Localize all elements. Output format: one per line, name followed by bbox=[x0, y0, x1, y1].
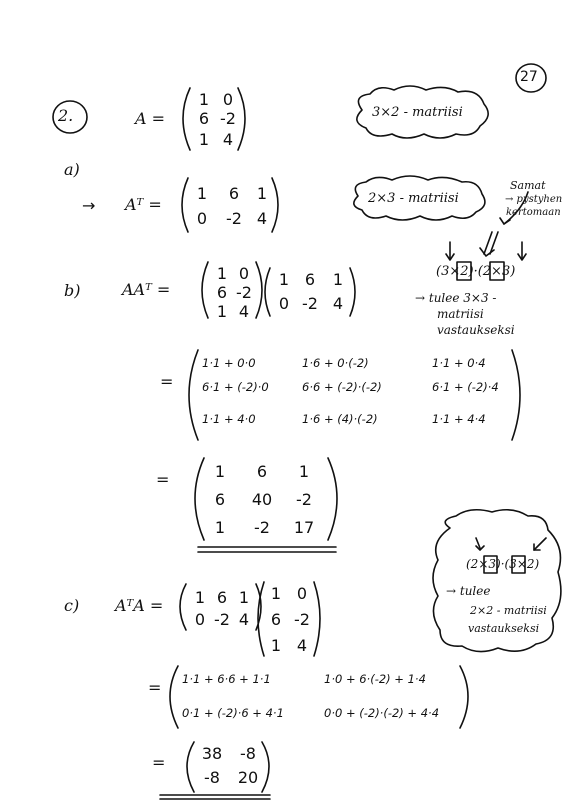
aat-left-cell: 1 bbox=[216, 264, 228, 283]
aat-result-cell: -2 bbox=[296, 490, 312, 509]
aat-right-bracket-a bbox=[256, 262, 262, 318]
matrix-at-label: Aᵀ = bbox=[125, 195, 162, 214]
ata-left-cell: 0 bbox=[194, 610, 206, 629]
aat-result-cell: 6 bbox=[256, 462, 268, 481]
matrix-at-cell: 0 bbox=[196, 209, 208, 228]
ata-right-cell: 1 bbox=[270, 584, 282, 603]
product-ata-label: AᵀA = bbox=[115, 596, 164, 615]
equals-c-expanded: = bbox=[148, 678, 162, 697]
side-note-b-line-2: → pystyhen bbox=[505, 194, 563, 205]
ata-right-cell: 0 bbox=[296, 584, 308, 603]
aat-expanded-cell: 1·1 + 4·4 bbox=[432, 412, 486, 426]
aat-left-cell: -2 bbox=[236, 283, 252, 302]
matrix-a-cell: 0 bbox=[222, 90, 234, 109]
aat-expanded-cell: 1·1 + 4·0 bbox=[202, 412, 256, 426]
result-b-left-bracket bbox=[195, 458, 204, 540]
problem-number: 2. bbox=[58, 106, 74, 125]
ata-left-cell: 1 bbox=[194, 588, 206, 607]
aat-left-bracket-at bbox=[265, 268, 270, 316]
ata-result-cell: -8 bbox=[240, 744, 256, 763]
ata-result-cell: 20 bbox=[237, 768, 259, 787]
matrix-a-right-bracket bbox=[238, 88, 245, 150]
aat-right-cell: 6 bbox=[304, 270, 316, 289]
aat-left-cell: 4 bbox=[238, 302, 250, 321]
result-c-right-bracket bbox=[262, 742, 269, 792]
matrix-at-cell: -2 bbox=[226, 209, 242, 228]
aat-result-cell: 1 bbox=[214, 462, 226, 481]
matrix-a-cell: 6 bbox=[198, 109, 210, 128]
ata-right-cell: 6 bbox=[270, 610, 282, 629]
aat-right-cell: 4 bbox=[332, 294, 344, 313]
product-aat-label: AAᵀ = bbox=[122, 280, 171, 299]
expanded-c-left-bracket bbox=[170, 666, 178, 728]
double-arrow bbox=[484, 232, 498, 254]
matrix-at-left-bracket bbox=[182, 178, 188, 232]
part-b-label: b) bbox=[64, 281, 81, 300]
equals-b-expanded: = bbox=[160, 372, 174, 391]
aat-right-cell: 1 bbox=[278, 270, 290, 289]
page-number: 27 bbox=[520, 69, 538, 85]
matrix-at-right-bracket bbox=[272, 178, 278, 232]
part-a-arrow: → bbox=[82, 196, 96, 215]
aat-result-cell: 17 bbox=[293, 518, 315, 537]
matrix-at-cell: 1 bbox=[256, 184, 268, 203]
note-a-dimensions: 3×2 - matriisi bbox=[372, 105, 463, 120]
side-note-b-dims: (3×2)·(2×3) bbox=[436, 264, 516, 279]
side-note-b-result-3: vastaukseksi bbox=[437, 323, 515, 337]
matrix-a-cell: -2 bbox=[220, 109, 236, 128]
aat-left-cell: 0 bbox=[238, 264, 250, 283]
equals-b-result: = bbox=[156, 470, 170, 489]
matrix-at-cell: 6 bbox=[228, 184, 240, 203]
side-note-c-result-1: → tulee bbox=[446, 584, 491, 598]
ata-left-cell: 1 bbox=[238, 588, 250, 607]
aat-right-bracket-at bbox=[350, 268, 355, 316]
ata-left-cell: -2 bbox=[214, 610, 230, 629]
aat-right-cell: 0 bbox=[278, 294, 290, 313]
ata-expanded-cell: 1·1 + 6·6 + 1·1 bbox=[182, 672, 271, 686]
aat-result-cell: 1 bbox=[298, 462, 310, 481]
ata-result-cell: -8 bbox=[204, 768, 220, 787]
side-note-b-result-2: matriisi bbox=[437, 307, 484, 321]
aat-right-cell: 1 bbox=[332, 270, 344, 289]
aat-left-cell: 6 bbox=[216, 283, 228, 302]
aat-expanded-cell: 6·1 + (-2)·0 bbox=[202, 380, 269, 394]
ata-left-cell: 6 bbox=[216, 588, 228, 607]
expanded-c-right-bracket bbox=[460, 666, 468, 728]
equals-c-result: = bbox=[152, 753, 166, 772]
ata-left-cell: 4 bbox=[238, 610, 250, 629]
side-note-b-result-1: → tulee 3×3 - bbox=[415, 291, 497, 305]
side-note-c-result-3: vastaukseksi bbox=[468, 622, 540, 635]
aat-result-cell: -2 bbox=[254, 518, 270, 537]
matrix-a-cell: 1 bbox=[198, 90, 210, 109]
part-a-label: a) bbox=[64, 160, 80, 179]
side-note-c-result-2: 2×2 - matriisi bbox=[470, 604, 547, 617]
ata-right-cell: 4 bbox=[296, 636, 308, 655]
aat-expanded-cell: 6·1 + (-2)·4 bbox=[432, 380, 499, 394]
ata-expanded-cell: 1·0 + 6·(-2) + 1·4 bbox=[324, 672, 426, 686]
aat-expanded-cell: 1·1 + 0·4 bbox=[432, 356, 486, 370]
expanded-b-right-bracket bbox=[512, 350, 520, 440]
ata-expanded-cell: 0·0 + (-2)·(-2) + 4·4 bbox=[324, 706, 440, 720]
note-at-dimensions: 2×3 - matriisi bbox=[368, 191, 459, 206]
ata-result-cell: 38 bbox=[201, 744, 223, 763]
aat-expanded-cell: 1·1 + 0·0 bbox=[202, 356, 256, 370]
matrix-a-label: A = bbox=[135, 109, 166, 128]
part-c-label: c) bbox=[64, 596, 80, 615]
ata-expanded-cell: 0·1 + (-2)·6 + 4·1 bbox=[182, 706, 284, 720]
aat-result-cell: 40 bbox=[251, 490, 273, 509]
aat-expanded-cell: 1·6 + (4)·(-2) bbox=[302, 412, 378, 426]
aat-expanded-cell: 6·6 + (-2)·(-2) bbox=[302, 380, 382, 394]
ata-left-bracket-at bbox=[180, 584, 186, 630]
arrow-c-right bbox=[534, 538, 546, 550]
matrix-at-cell: 4 bbox=[256, 209, 268, 228]
matrix-at-cell: 1 bbox=[196, 184, 208, 203]
expanded-b-left-bracket bbox=[189, 350, 198, 440]
result-b-right-bracket bbox=[328, 458, 337, 540]
aat-right-cell: -2 bbox=[302, 294, 318, 313]
side-note-b-line-3: kertomaan bbox=[506, 207, 561, 218]
aat-expanded-cell: 1·6 + 0·(-2) bbox=[302, 356, 369, 370]
result-c-left-bracket bbox=[187, 742, 194, 792]
aat-result-cell: 6 bbox=[214, 490, 226, 509]
matrix-a-cell: 1 bbox=[198, 130, 210, 149]
aat-left-bracket-a bbox=[202, 262, 208, 318]
matrix-a-left-bracket bbox=[183, 88, 190, 150]
aat-result-cell: 1 bbox=[214, 518, 226, 537]
side-note-b-line-1: Samat bbox=[510, 179, 546, 192]
aat-left-cell: 1 bbox=[216, 302, 228, 321]
ata-right-cell: -2 bbox=[294, 610, 310, 629]
ata-right-bracket-a bbox=[314, 582, 320, 656]
side-note-c-dims: (2×3)·(3×2) bbox=[466, 557, 540, 571]
ata-right-cell: 1 bbox=[270, 636, 282, 655]
matrix-a-cell: 4 bbox=[222, 130, 234, 149]
